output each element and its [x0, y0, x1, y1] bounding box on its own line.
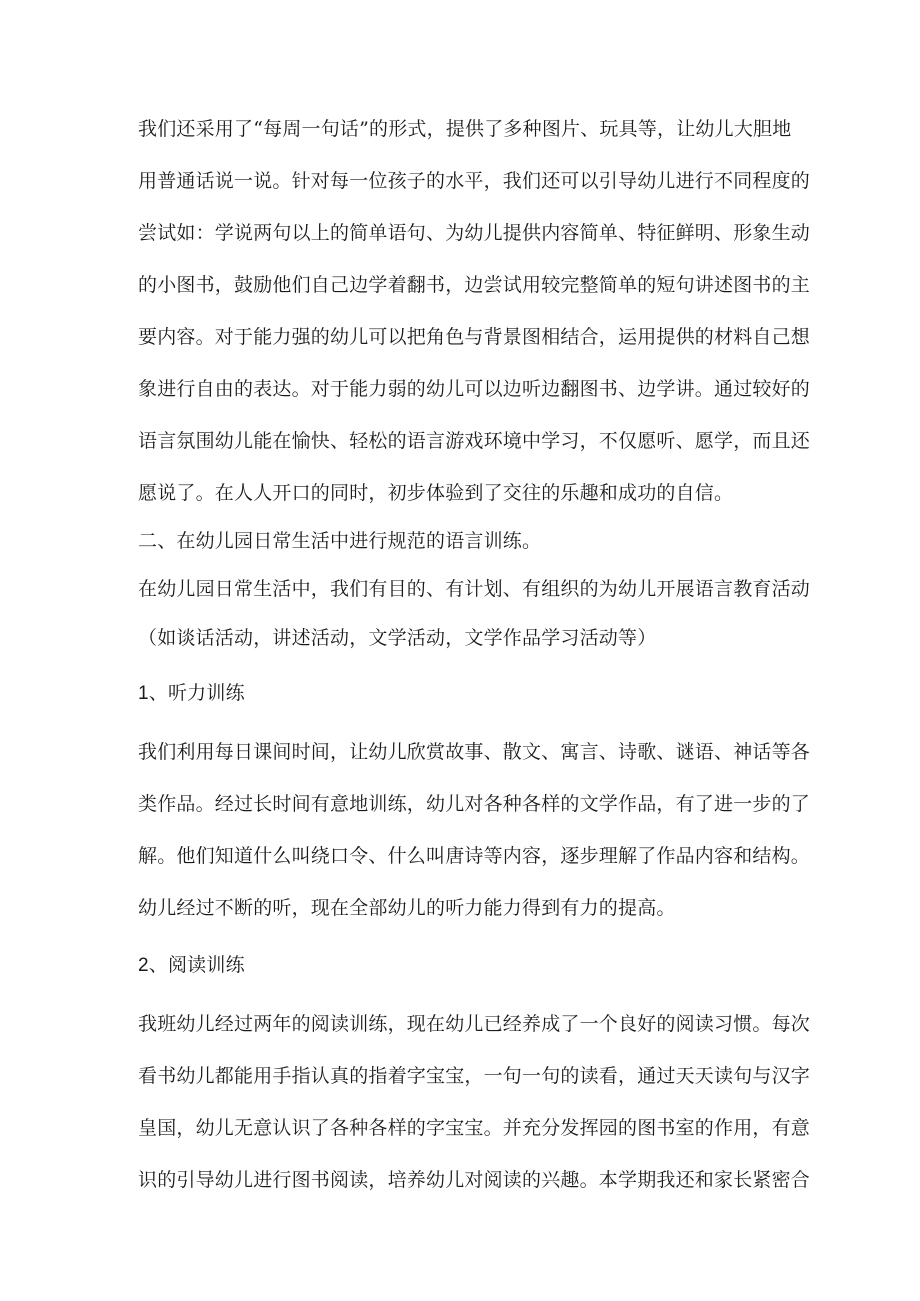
paragraph-line: 愿说了。在人人开口的同时，初步体验到了交往的乐趣和成功的自信。 [138, 482, 734, 504]
paragraph-line: 识的引导幼儿进行图书阅读，培养幼儿对阅读的兴趣。本学期我还和家长紧密合 [138, 1169, 811, 1191]
paragraph-line: 象进行自由的表达。对于能力弱的幼儿可以边听边翻图书、边学讲。通过较好的 [138, 378, 811, 400]
item-heading-listening [138, 681, 788, 706]
item-heading-text: 2、阅读训练 [138, 955, 245, 976]
paragraph-line: 尝试如：学说两句以上的简单语句、为幼儿提供内容简单、特征鲜明、形象生动 [138, 222, 811, 244]
paragraph-line: 用普通话说一说。针对每一位孩子的水平，我们还可以引导幼儿进行不同程度的 [138, 170, 811, 192]
section-heading: 二、在幼儿园日常生活中进行规范的语言训练。 [138, 530, 542, 552]
paragraph-line: 我们利用每日课间时间，让幼儿欣赏故事、散文、寓言、诗歌、谜语、神话等各 [138, 741, 811, 763]
paragraph-line: 语言氛围幼儿能在愉快、轻松的语言游戏环境中学习，不仅愿听、愿学，而且还 [138, 430, 811, 452]
paragraph-line: 我班幼儿经过两年的阅读训练，现在幼儿已经养成了一个良好的阅读习惯。每次 [138, 1013, 811, 1035]
paragraph-line: 要内容。对于能力强的幼儿可以把角色与背景图相结合，运用提供的材料自己想 [138, 326, 811, 348]
item-heading-text: 1、听力训练 [138, 683, 245, 704]
paragraph-line: 看书幼儿都能用手指认真的指着字宝宝，一句一句的读看，通过天天读句与汉字 [138, 1065, 811, 1087]
section-intro-line: 在幼儿园日常生活中，我们有目的、有计划、有组织的为幼儿开展语言教育活动 [138, 578, 811, 600]
paragraph-line: 我们还采用了“每周一句话”的形式，提供了多种图片、玩具等，让幼儿大胆地 [138, 118, 792, 140]
paragraph-line: 幼儿经过不断的听，现在全部幼儿的听力能力得到有力的提高。 [138, 897, 676, 919]
paragraph-line: 皇国，幼儿无意认识了各种各样的字宝宝。并充分发挥园的图书室的作用，有意 [138, 1117, 811, 1139]
paragraph-line: 解。他们知道什么叫绕口令、什么叫唐诗等内容，逐步理解了作品内容和结构。 [138, 845, 811, 867]
paragraph-line: 的小图书，鼓励他们自己边学着翻书，边尝试用较完整简单的短句讲述图书的主 [138, 274, 811, 296]
paragraph-line: 类作品。经过长时间有意地训练，幼儿对各种各样的文学作品，有了进一步的了 [138, 793, 811, 815]
section-intro-line: （如谈话活动，讲述活动，文学活动，文学作品学习活动等） [138, 627, 657, 649]
item-heading-reading [138, 953, 788, 978]
